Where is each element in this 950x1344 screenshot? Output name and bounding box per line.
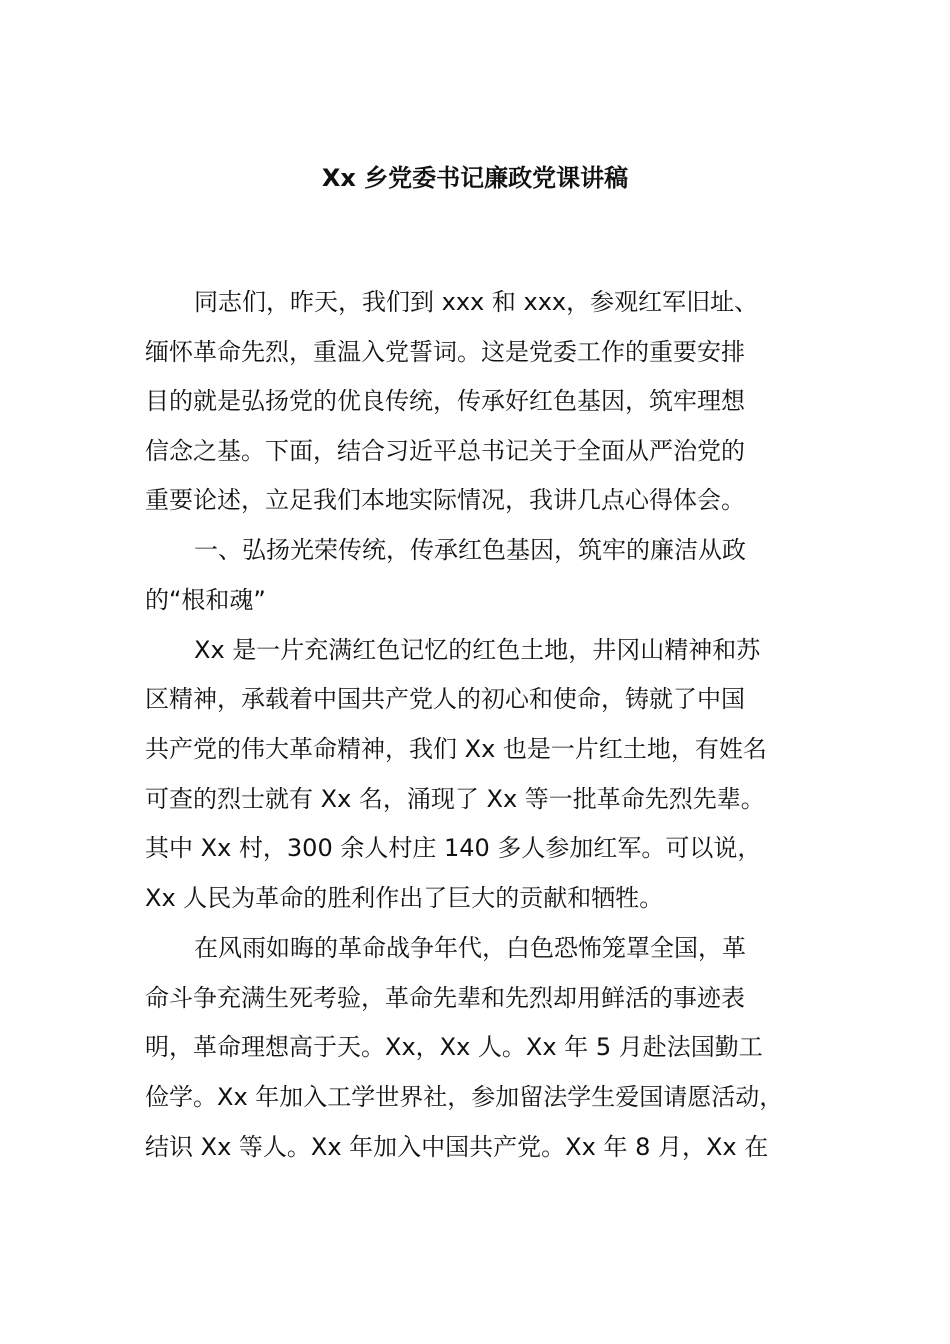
paragraph-line: 命斗争充满生死考验，革命先辈和先烈却用鲜活的事迹表 xyxy=(145,984,745,1012)
paragraph-line: 区精神，承载着中国共产党人的初心和使命，铸就了中国 xyxy=(145,685,745,713)
paragraph-line: 明，革命理想高于天。Xx，Xx 人。Xx 年 5 月赴法国勤工 xyxy=(145,1033,763,1061)
paragraph-line: 结识 Xx 等人。Xx 年加入中国共产党。Xx 年 8 月，Xx 在 xyxy=(145,1133,769,1161)
paragraph-line: 同志们，昨天，我们到 xxx 和 xxx，参观红军旧址、 xyxy=(194,288,759,316)
paragraph-line: 目的就是弘扬党的优良传统，传承好红色基因，筑牢理想 xyxy=(145,387,745,415)
paragraph-line: 缅怀革命先烈，重温入党誓词。这是党委工作的重要安排 xyxy=(145,338,745,366)
document-title: Xx 乡党委书记廉政党课讲稿 xyxy=(321,164,629,192)
section-heading-line: 的“根和魂” xyxy=(145,586,266,614)
paragraph-line: Xx 是一片充满红色记忆的红色土地，井冈山精神和苏 xyxy=(194,636,761,664)
paragraph-line: 可查的烈士就有 Xx 名，涌现了 Xx 等一批革命先烈先辈。 xyxy=(145,785,765,813)
paragraph-line: 共产党的伟大革命精神，我们 Xx 也是一片红土地，有姓名 xyxy=(145,735,767,763)
paragraph-line: 重要论述，立足我们本地实际情况，我讲几点心得体会。 xyxy=(145,486,745,514)
paragraph-line: 其中 Xx 村，300 余人村庄 140 多人参加红军。可以说， xyxy=(145,834,762,862)
section-heading-line: 一、弘扬光荣传统，传承红色基因，筑牢的廉洁从政 xyxy=(194,536,746,564)
paragraph-line: 俭学。Xx 年加入工学世界社，参加留法学生爱国请愿活动， xyxy=(145,1083,784,1111)
paragraph-line: Xx 人民为革命的胜利作出了巨大的贡献和牺牲。 xyxy=(145,884,664,912)
paragraph-line: 在风雨如晦的革命战争年代，白色恐怖笼罩全国，革 xyxy=(194,934,746,962)
paragraph-line: 信念之基。下面，结合习近平总书记关于全面从严治党的 xyxy=(145,437,745,465)
